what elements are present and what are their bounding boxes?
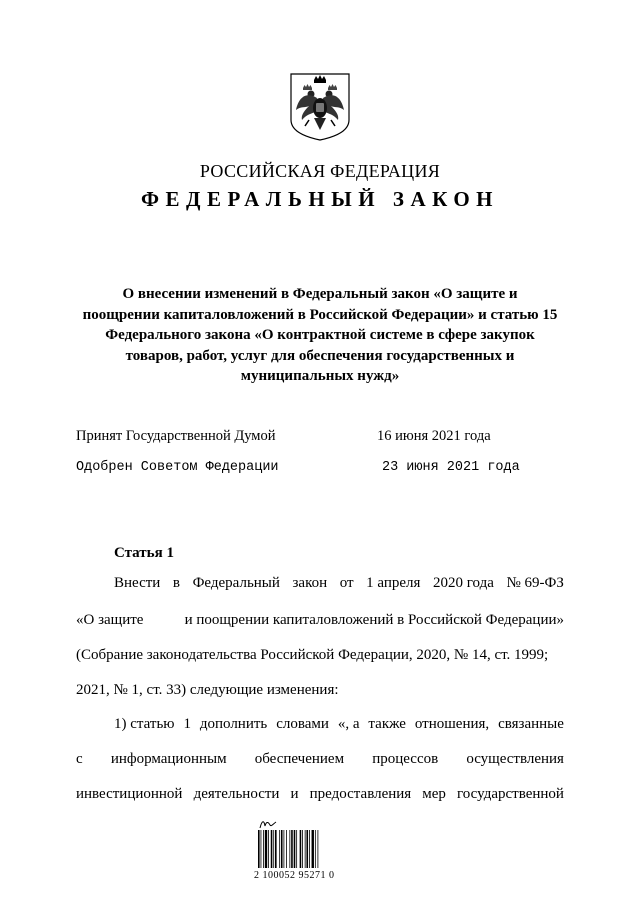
word: в — [172, 575, 180, 591]
duma-adoption-date: 16 июня 2021 года — [377, 428, 491, 444]
word: деятельности — [193, 786, 280, 802]
word: инвестиционной — [76, 786, 183, 802]
word: дополнить — [199, 716, 268, 732]
body-line — [114, 575, 564, 592]
word: информационным — [110, 751, 227, 767]
barcode — [254, 818, 344, 888]
body-line — [76, 612, 564, 629]
barcode-number: 2 100052 95271 0 — [254, 870, 335, 881]
word: отношения, — [414, 716, 490, 732]
word: «, а — [337, 716, 360, 732]
word: 2020 года — [433, 575, 494, 591]
word: и — [290, 786, 299, 802]
word: и поощрении капиталовложений в Российской Федерации» — [184, 612, 564, 628]
body-line — [114, 716, 564, 733]
word: мер — [422, 786, 446, 802]
council-approval-label: Одобрен Советом Федерации — [76, 460, 279, 475]
word: 1 — [183, 716, 191, 732]
word: процессов — [372, 751, 439, 767]
word: с — [76, 751, 83, 767]
word: осуществления — [466, 751, 564, 767]
word: Федеральный — [192, 575, 280, 591]
body-line — [76, 751, 564, 768]
barcode-bars — [258, 830, 338, 868]
law-title-line: поощрении капиталовложений в Российской Федерации» и статью 15 — [82, 306, 558, 323]
word: словами — [276, 716, 329, 732]
country-heading: РОССИЙСКАЯ ФЕДЕРАЦИЯ — [199, 161, 441, 181]
law-title-line: О внесении изменений в Федеральный закон «О защите и — [122, 286, 518, 302]
law-title-line: муниципальных нужд» — [240, 368, 400, 384]
word: Внести — [114, 575, 161, 591]
word: 1) статью — [114, 716, 175, 732]
duma-adoption-label: Принят Государственной Думой — [76, 428, 276, 444]
word: также — [368, 716, 406, 732]
body-line: 2021, № 1, ст. 33) следующие изменения: — [76, 682, 339, 698]
word: 1 апреля — [366, 575, 421, 591]
coat-of-arms-emblem — [287, 70, 353, 142]
word: обеспечением — [254, 751, 345, 767]
word: (Собрание законодательства Российской Федерации, 2020, № 14, ст. 1999; — [76, 647, 549, 663]
council-approval-date: 23 июня 2021 года — [382, 460, 520, 475]
body-line — [76, 647, 564, 664]
word: закон — [292, 575, 328, 591]
handwritten-mark-icon — [258, 818, 278, 830]
article-heading: Статья 1 — [114, 545, 174, 561]
word: № 69-ФЗ — [506, 575, 564, 591]
word: от — [339, 575, 354, 591]
word: предоставления — [309, 786, 412, 802]
law-title-line: товаров, работ, услуг для обеспечения государственных и — [125, 347, 515, 364]
word: «О защите — [76, 612, 144, 628]
body-line — [76, 786, 564, 803]
law-title — [60, 284, 580, 387]
document-type-heading: ФЕДЕРАЛЬНЫЙ ЗАКОН — [141, 187, 499, 211]
law-title-line: Федерального закона «О контрактной системе в сфере закупок — [105, 327, 535, 343]
word: связанные — [498, 716, 564, 732]
word: государственной — [457, 786, 564, 802]
